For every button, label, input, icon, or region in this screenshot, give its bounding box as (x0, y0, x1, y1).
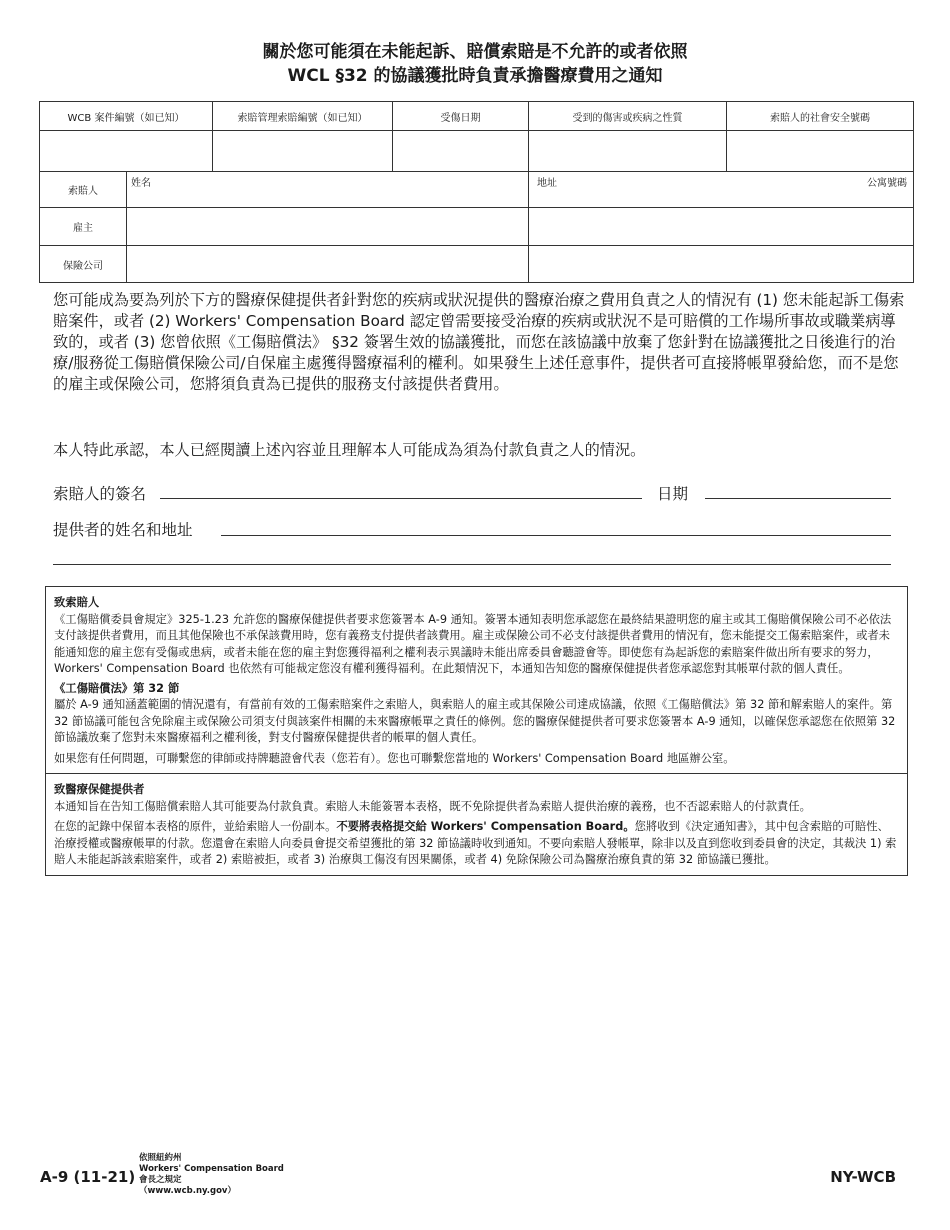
claimant-notice-heading: 致索賠人 (54, 596, 100, 609)
nature-of-injury-field[interactable] (529, 131, 727, 172)
header-date-of-injury: 受傷日期 (393, 102, 529, 131)
notice-box (45, 586, 908, 876)
provider-notice-p2: 在您的記錄中保留本表格的原件，並給索賠人一份副本。不要將表格提交給 Workers' Compensation Board。您將收到《決定通知書》，其中包含索賠的可賠性、治療授權或醫療帳單的付款。您還會在索賠人向委員會提交希望獲批的第 32 節協議時收到通知。不要向索賠人發帳單，除非以及直到您收到委員會的決定，其裁決 1) 索賠人未能起訴該索賠案件，或者 2) 索賠被拒，或者 3) 治療與工傷沒有因果關係，或者 4) 免除保險公司為醫療治療負責的第 32 節協議已獲批。 (54, 820, 897, 866)
header-nature-of-injury: 受到的傷害或疾病之性質 (529, 102, 727, 131)
do-not-file-notice: 不要將表格提交給 Workers' Compensation Board。 (336, 820, 635, 833)
claimant-address-field[interactable] (529, 172, 914, 208)
employer-address-field[interactable] (529, 208, 914, 246)
title-line-2: WCL §32 的協議獲批時負責承擔醫療費用之通知 (287, 66, 663, 86)
claimant-notice-p1: 《工傷賠償委員會規定》325-1.23 允許您的醫療保健提供者要求您簽署本 A-9 通知。簽署本通知表明您承認您在最終結果證明您的雇主或其工傷賠償保險公司不必依法支付該提供者費用，而且其他保險也不承保該費用時，您有義務支付提供者該費用。雇主或保險公司不必支付該提供者費用的情況有，您未能提交工傷索賠案件，或者未能通知您的雇主您有受傷或患病，或者未能在您的雇主對您獲得福利之權利表示異議時未能出席委員會聽證會等。即使您有為起訴您的索賠案件做出所有要求的努力，Workers' Compensation Board 也依然有可能裁定您沒有權利獲得福利。在此類情況下，本通知告知您的醫療保健提供者您承認您對其帳單付款的個人責任。 (54, 612, 892, 675)
provider-label: 提供者的姓名和地址 (53, 521, 193, 539)
claim-admin-number-field[interactable] (213, 131, 393, 172)
agency-code: NY-WCB (830, 1168, 896, 1186)
employer-label: 雇主 (40, 208, 127, 246)
date-label: 日期 (657, 485, 689, 503)
insurer-label: 保險公司 (40, 246, 127, 283)
name-label: 姓名 (131, 178, 151, 189)
address-label: 地址 (537, 178, 558, 189)
wcb-case-number-field[interactable] (40, 131, 213, 172)
ssn-field[interactable] (727, 131, 914, 172)
provider-notice-heading: 致醫療保健提供者 (54, 783, 145, 796)
claimant-notice-p3: 如果您有任何問題，可聯繫您的律師或持牌聽證會代表（您若有）。您也可聯繫您當地的 Workers' Compensation Board 地區辦公室。 (54, 751, 735, 765)
claimant-label: 索賠人 (40, 172, 127, 208)
employer-name-field[interactable] (127, 208, 529, 246)
date-line[interactable] (705, 498, 891, 499)
claimant-notice-p2: 屬於 A-9 通知涵蓋範圍的情況還有，有當前有效的工傷索賠案件之索賠人，與索賠人的雇主或其保險公司達成協議，依照《工傷賠償法》第 32 節和解索賠人的案件。第 32 節協議可能包含免除雇主或保險公司須支付與該案件相關的未來醫療帳單之責任的條例。您的醫療保健提供者可要求您簽署本 A-9 通知，以確保您承認您在依照第 32 節協議放棄了您對未來醫療福利之權利後，對支付醫療保健提供者的帳單的個人責任。 (54, 698, 896, 744)
title-line-1: 關於您可能須在未能起訴、賠償索賠是不允許的或者依照 (262, 42, 688, 62)
header-ssn: 索賠人的社會安全號碼 (727, 102, 914, 131)
form-code: A-9 (11-21) (40, 1168, 136, 1186)
signature-line[interactable] (160, 498, 642, 499)
claimant-name-field[interactable] (127, 172, 529, 208)
header-claim-admin-number: 索賠管理索賠編號（如已知） (213, 102, 393, 131)
header-wcb-case-number: WCB 案件編號（如已知） (40, 102, 213, 131)
provider-line-2[interactable] (53, 564, 891, 565)
claim-info-table (39, 101, 914, 283)
provider-notice-p1: 本通知旨在告知工傷賠償索賠人其可能要為付款負責。索賠人未能簽署本表格，既不免除提供者為索賠人提供治療的義務，也不否認索賠人的付款責任。 (54, 799, 811, 813)
section-32-heading: 《工傷賠償法》第 32 節 (54, 681, 180, 695)
date-of-injury-field[interactable] (393, 131, 529, 172)
authority-note: 依照紐約州 Workers' Compensation Board 會長之規定 （www.wcb.ny.gov） (139, 1153, 284, 1196)
acknowledgment-text: 本人特此承認，本人已經閱讀上述內容並且理解本人可能成為須為付款負責之人的情況。 (53, 441, 646, 459)
wcb-website: （www.wcb.ny.gov） (139, 1186, 236, 1196)
notice-provider-section (46, 773, 907, 875)
insurer-address-field[interactable] (529, 246, 914, 283)
liability-paragraph: 您可能成為要為列於下方的醫療保健提供者針對您的疾病或狀況提供的醫療治療之費用負責之人的情況有 (1) 您未能起訴工傷索賠案件，或者 (2) Workers' Compensation Board 認定曾需要接受治療的疾病或狀況不是可賠償的工作場所事故或職業病導致的，或者 (3) 您曾依照《工傷賠償法》 §32 簽署生效的協議獲批，而您在該協議中放棄了您針對在協議獲批之日後進行的治療/服務從工傷賠償保險公司/自保雇主處獲得醫療福利的權利。如果發生上述任意事件，提供者可直接將帳單發給您，而不是您的雇主或保險公司，您將須負責為已提供的服務支付該提供者費用。 (53, 291, 905, 393)
signature-label: 索賠人的簽名 (53, 485, 147, 503)
notice-claimant-section (46, 587, 907, 773)
provider-line-1[interactable] (221, 535, 891, 536)
page-title (0, 40, 950, 88)
apt-label: 公寓號碼 (867, 178, 908, 189)
insurer-name-field[interactable] (127, 246, 529, 283)
